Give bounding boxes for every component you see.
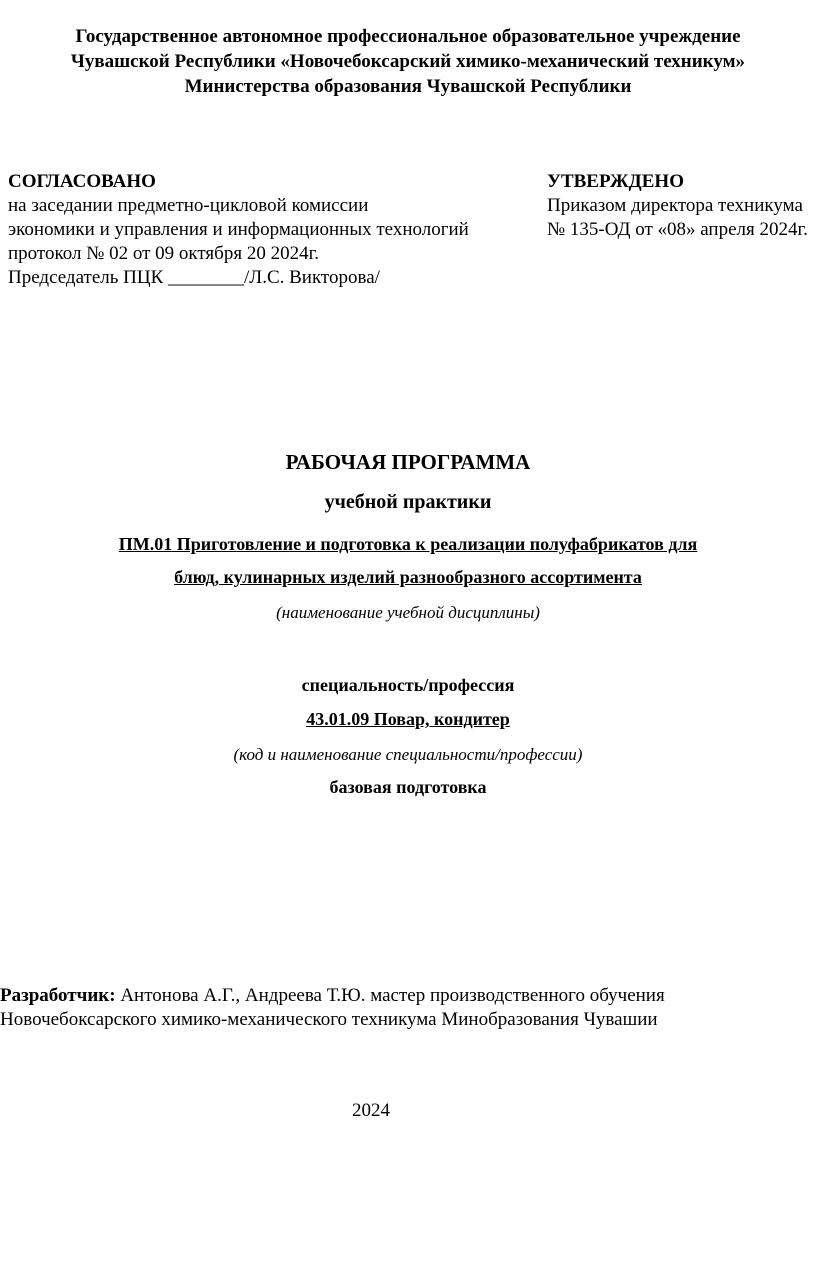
module-note: (наименование учебной дисциплины) — [276, 603, 540, 622]
module-title-line-1: ПМ.01 Приготовление и подготовка к реализации полуфабрикатов для — [118, 534, 698, 554]
module-title-line-2: блюд, кулинарных изделий разнообразного ассортимента — [174, 567, 642, 587]
approval-agreed-line-1: на заседании предметно-цикловой комиссии — [8, 195, 369, 216]
approval-approved-heading: УТВЕРЖДЕНО — [547, 171, 684, 192]
developer-block — [0, 984, 816, 1032]
program-title: РАБОЧАЯ ПРОГРАММА — [285, 450, 531, 474]
approval-agreed-line-2: экономики и управления и информационных технологий — [8, 219, 469, 240]
institution-line-3: Министерства образования Чувашской Республики — [184, 76, 632, 97]
document-year: 2024 — [352, 1100, 390, 1121]
approval-approved-line-2: № 135-ОД от «08» апреля 2024г. — [547, 219, 808, 240]
approval-approved-block — [547, 170, 816, 242]
approval-agreed-line-4: Председатель ПЦК ________/Л.С. Викторова/ — [8, 267, 380, 288]
approval-approved-line-1: Приказом директора техникума — [547, 195, 803, 216]
specialty-label: специальность/профессия — [301, 675, 515, 695]
developer-label: Разработчик: — [0, 985, 116, 1006]
institution-line-2: Чувашской Республики «Новочебоксарский химико-механический техникум» — [70, 51, 746, 72]
institution-line-1: Государственное автономное профессиональное образовательное учреждение — [75, 26, 741, 47]
specialty-note: (код и наименование специальности/профессии) — [233, 745, 583, 764]
specialty-value: 43.01.09 Повар, кондитер — [306, 709, 510, 729]
training-level: базовая подготовка — [329, 777, 487, 797]
approval-agreed-line-3: протокол № 02 от 09 октября 20 2024г. — [8, 243, 319, 264]
approval-agreed-block — [8, 170, 538, 290]
developer-organization: Новочебоксарского химико-механического техникума Минобразования Чувашии — [0, 1009, 658, 1030]
approval-agreed-heading: СОГЛАСОВАНО — [8, 171, 156, 192]
developer-names: Антонова А.Г., Андреева Т.Ю. мастер производственного обучения — [115, 985, 665, 1006]
program-subtitle: учебной практики — [324, 491, 492, 513]
